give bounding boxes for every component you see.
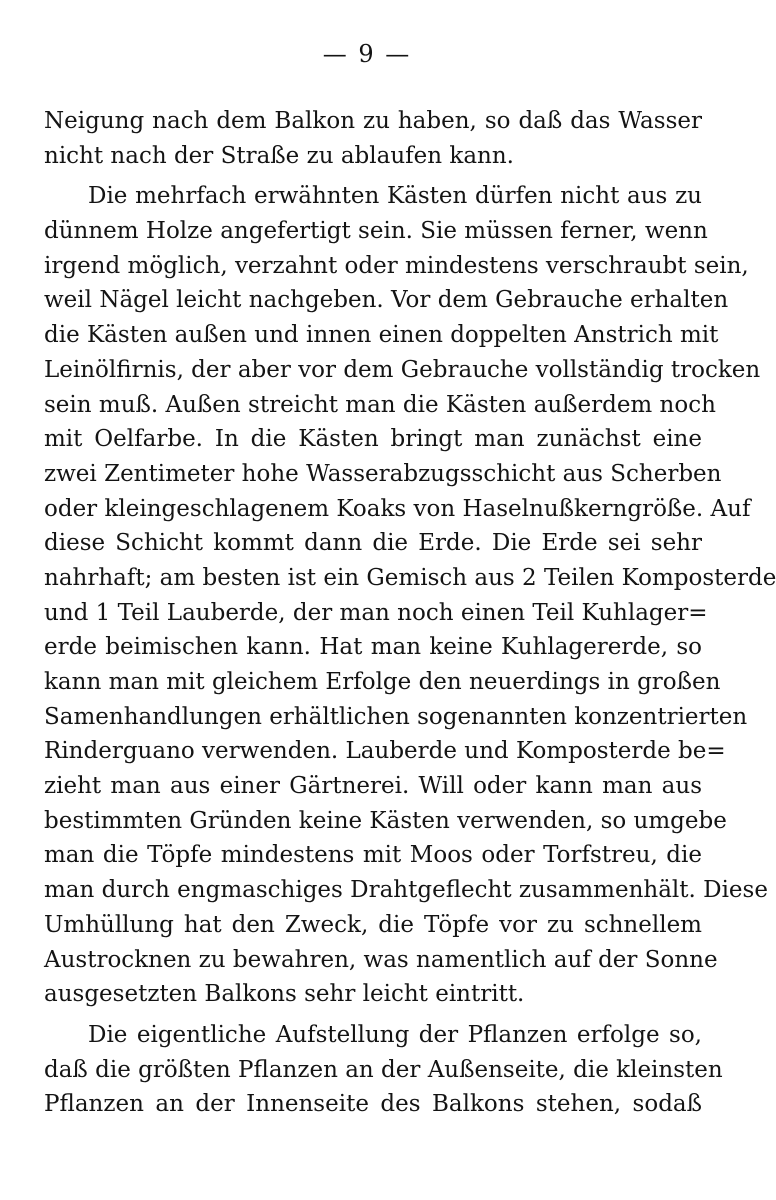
text-line: daß die größten Pflanzen an der Außenseite, die kleinsten xyxy=(44,1056,723,1083)
text-line: sein muß. Außen streicht man die Kästen außerdem noch xyxy=(44,391,716,418)
text-line: dünnem Holze angefertigt sein. Sie müssen ferner, wenn xyxy=(44,218,708,245)
text-line: Die mehrfach erwähnten Kästen dürfen nicht aus zu xyxy=(88,183,702,210)
text-line: diese Schicht kommt dann die Erde. Die Erde sei sehr xyxy=(44,530,702,557)
text-line: man durch engmaschiges Drahtgeflecht zusammenhält. Diese xyxy=(44,877,768,904)
text-line: Pflanzen an der Innenseite des Balkons stehen, sodaß xyxy=(44,1091,702,1118)
text-line: zwei Zentimeter hohe Wasserabzugsschicht aus Scherben xyxy=(44,460,722,487)
text-line: bestimmten Gründen keine Kästen verwenden, so umgebe xyxy=(44,807,727,834)
text-line: Neigung nach dem Balkon zu haben, so daß das Wasser xyxy=(44,108,702,134)
text-line: und 1 Teil Lauberde, der man noch einen Teil Kuhlager= xyxy=(44,599,708,626)
text-line: Umhüllung hat den Zweck, die Töpfe vor zu schnellem xyxy=(44,911,702,938)
text-line: mit Oelfarbe. In die Kästen bringt man zunächst eine xyxy=(44,426,702,453)
body-text xyxy=(44,104,776,1122)
text-line: oder kleingeschlagenem Koaks von Haselnußkerngröße. Auf xyxy=(44,495,751,522)
text-line: Rinderguano verwenden. Lauberde und Komposterde be= xyxy=(44,738,726,765)
text-line: die Kästen außen und innen einen doppelten Anstrich mit xyxy=(44,322,719,349)
text-line: irgend möglich, verzahnt oder mindestens verschraubt sein, xyxy=(44,252,749,279)
text-line: Die eigentliche Aufstellung der Pflanzen erfolge so, xyxy=(88,1021,702,1048)
text-line: ausgesetzten Balkons sehr leicht eintritt. xyxy=(44,981,525,1008)
paragraph xyxy=(44,1018,723,1122)
text-line: Leinölfirnis, der aber vor dem Gebrauche vollständig trocken xyxy=(44,356,761,383)
text-line: erde beimischen kann. Hat man keine Kuhlagererde, so xyxy=(44,634,702,661)
paragraph xyxy=(44,104,702,173)
text-line: zieht man aus einer Gärtnerei. Will oder kann man aus xyxy=(44,773,702,800)
text-line: nahrhaft; am besten ist ein Gemisch aus 2 Teilen Komposterde xyxy=(44,564,776,591)
text-line: Samenhandlungen erhältlichen sogenannten konzentrierten xyxy=(44,703,748,730)
text-line: man die Töpfe mindestens mit Moos oder Torfstreu, die xyxy=(44,842,702,869)
text-line: weil Nägel leicht nachgeben. Vor dem Gebrauche erhalten xyxy=(44,287,729,314)
paragraph xyxy=(44,179,776,1012)
page-number: — 9 — xyxy=(322,40,412,68)
text-line: kann man mit gleichem Erfolge den neuerdings in großen xyxy=(44,669,721,695)
text-line: Austrocknen zu bewahren, was namentlich auf der Sonne xyxy=(44,946,718,973)
text-line: nicht nach der Straße zu ablaufen kann. xyxy=(44,142,514,169)
